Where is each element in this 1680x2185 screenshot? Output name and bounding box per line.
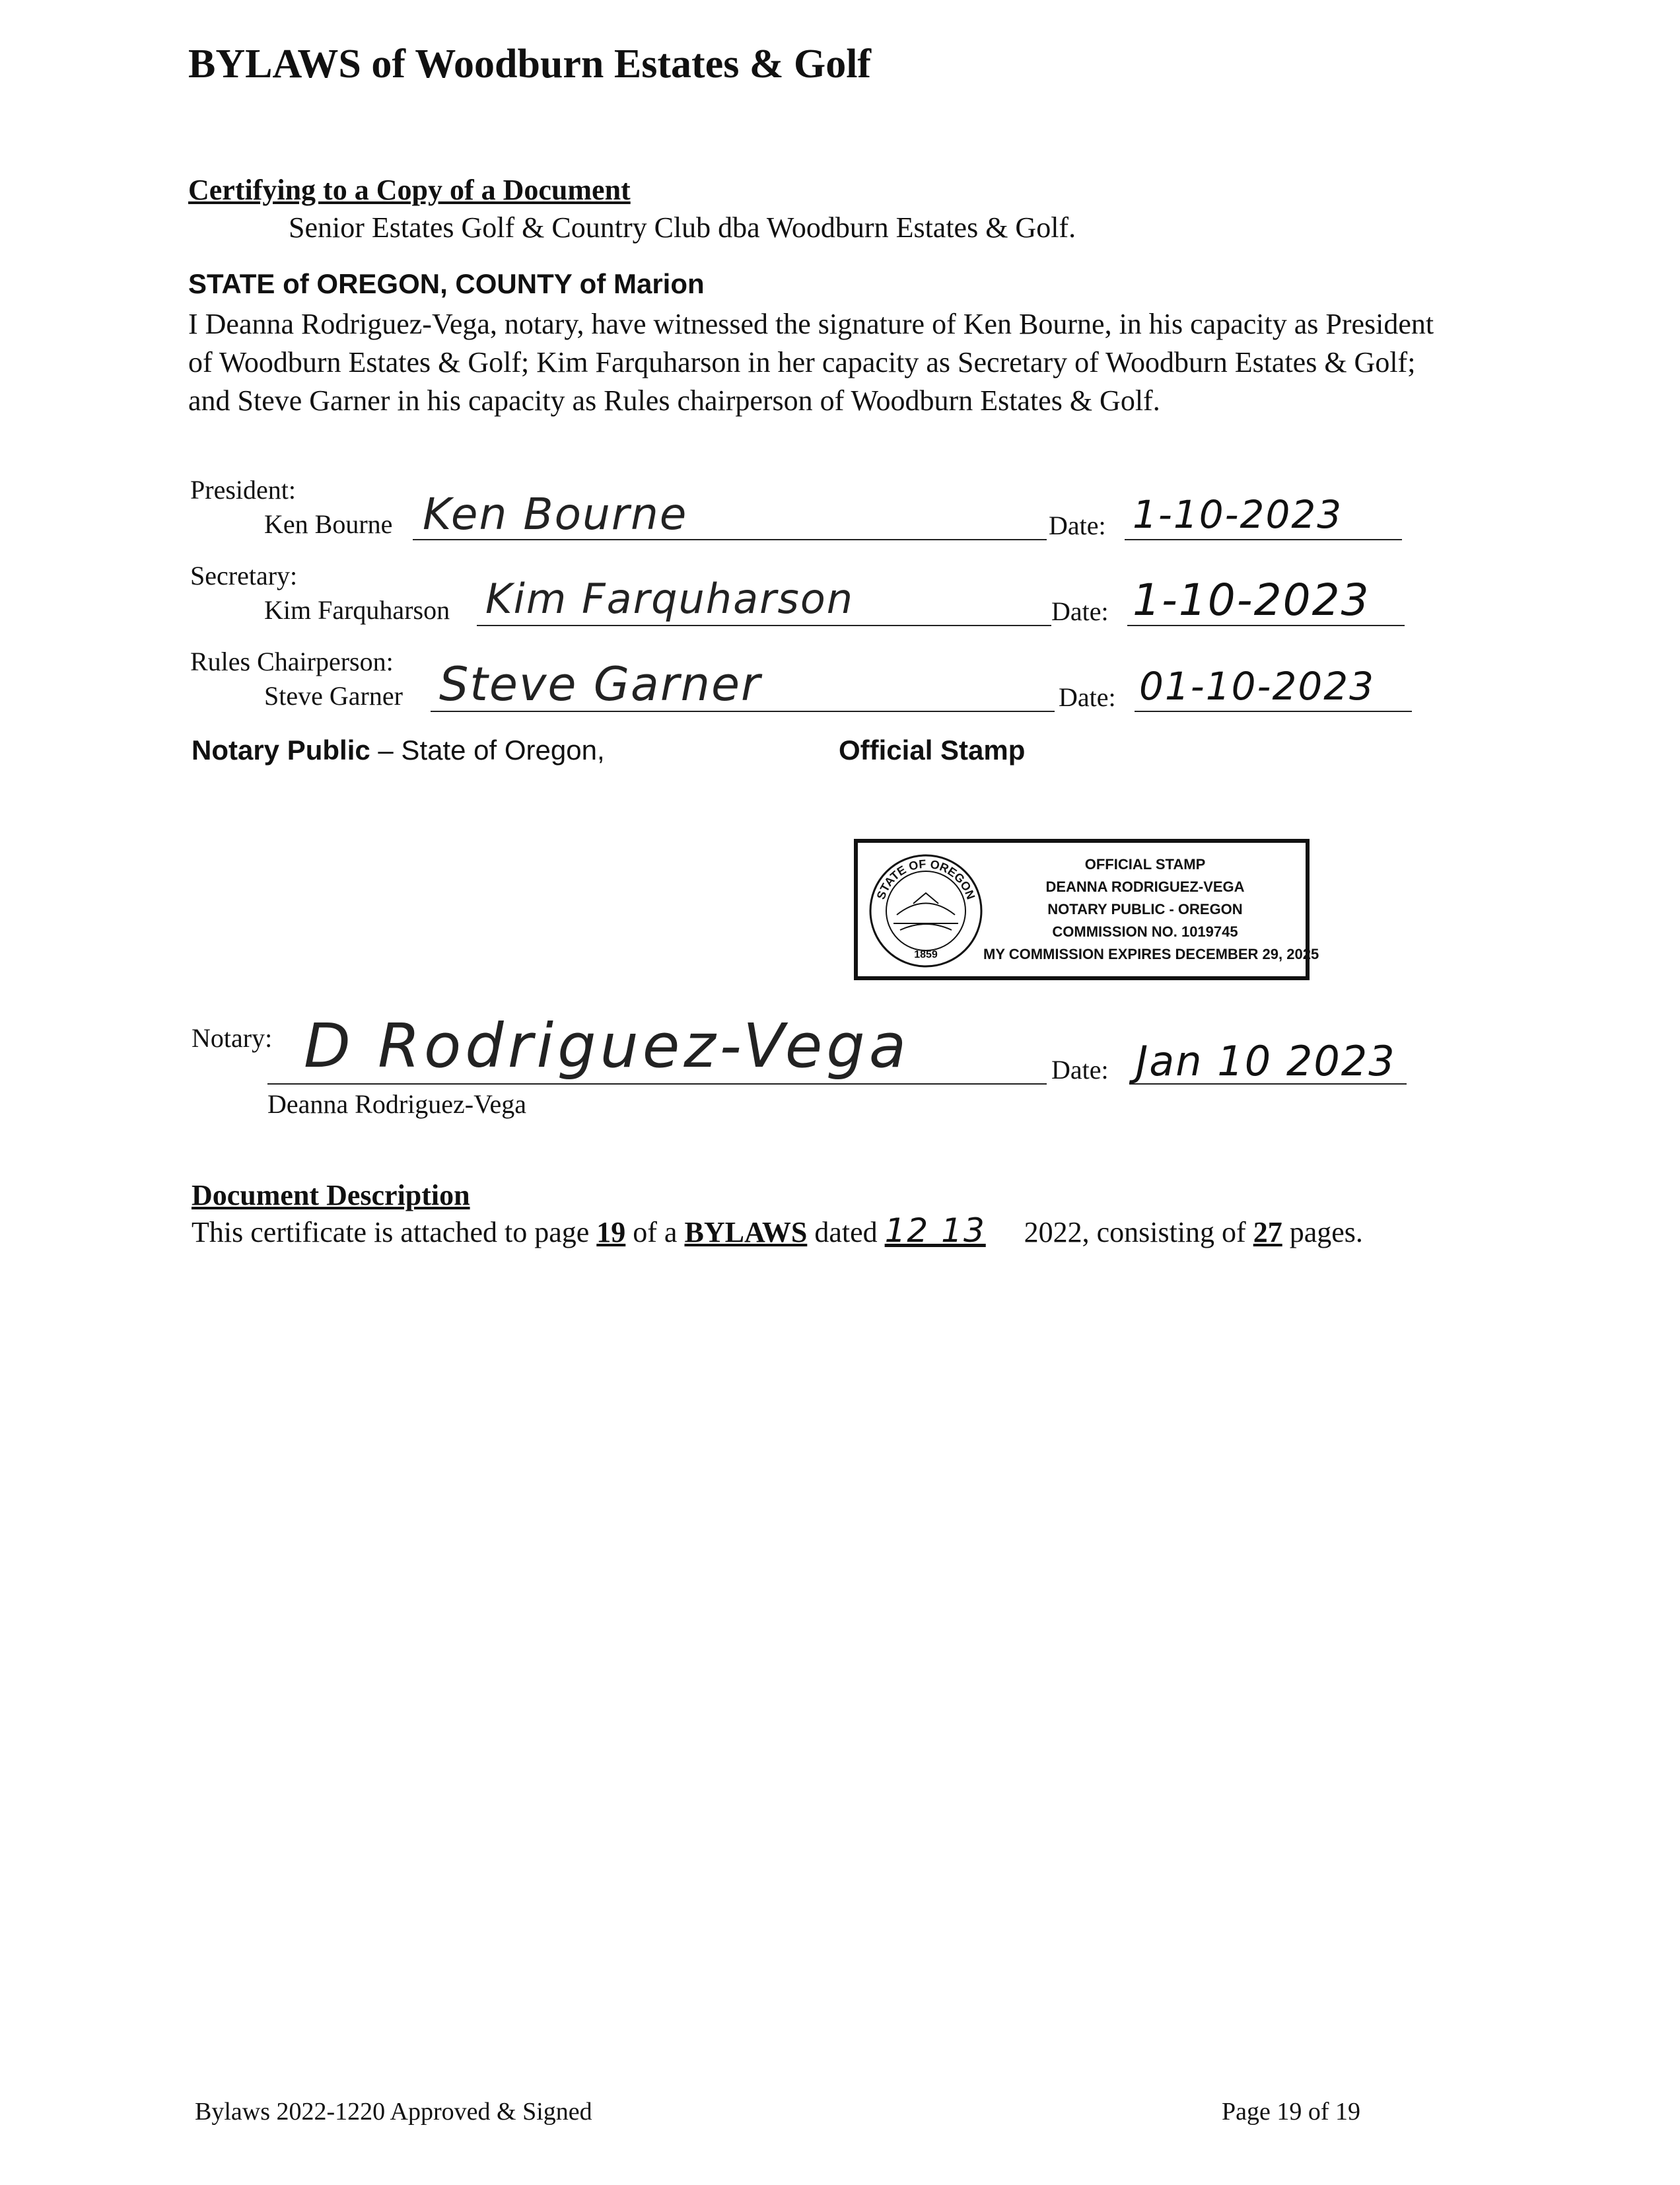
secretary-signature-line bbox=[477, 625, 1051, 626]
rules-signature: Steve Garner bbox=[439, 657, 761, 711]
stamp-line-1: OFFICIAL STAMP bbox=[1084, 856, 1206, 873]
description-page: 19 bbox=[596, 1216, 626, 1248]
secretary-signature: Kim Farquharson bbox=[485, 575, 855, 623]
stamp-line-4: COMMISSION NO. 1019745 bbox=[1052, 923, 1238, 940]
notary-date-label: Date: bbox=[1051, 1055, 1109, 1085]
notary-public-bold: Notary Public bbox=[192, 734, 370, 766]
secretary-date: 1-10-2023 bbox=[1133, 575, 1370, 626]
witness-statement: I Deanna Rodriguez-Vega, notary, have witnessed the signature of Ken Bourne, in his capacity as President of Woodburn Estates & Golf; Kim Farquharson in her capacity as Secretary of Woodburn Estates & Golf; and Steve Garner in his capacity as Rules chairperson of Woodburn Estates & Golf. bbox=[188, 308, 1434, 417]
description-total-pages: 27 bbox=[1253, 1216, 1282, 1248]
footer-left: Bylaws 2022-1220 Approved & Signed bbox=[195, 2098, 592, 2126]
notary-signature: D Rodriguez-Vega bbox=[304, 1011, 911, 1081]
entity-name: Senior Estates Golf & Country Club dba Woodburn Estates & Golf. bbox=[289, 211, 1076, 244]
president-date-line bbox=[1125, 539, 1402, 540]
president-role: President: bbox=[190, 475, 296, 505]
stamp-text-block bbox=[983, 853, 1319, 966]
president-name: Ken Bourne bbox=[264, 509, 393, 539]
seal-top-text: STATE OF OREGON bbox=[874, 857, 978, 902]
president-date-label: Date: bbox=[1049, 511, 1106, 540]
rules-name: Steve Garner bbox=[264, 681, 403, 711]
stamp-line-2: DEANNA RODRIGUEZ-VEGA bbox=[1045, 878, 1245, 895]
stamp-line-5: MY COMMISSION EXPIRES DECEMBER 29, 2025 bbox=[983, 946, 1319, 962]
rules-date-label: Date: bbox=[1059, 682, 1116, 712]
description-text bbox=[192, 1211, 1363, 1252]
description-mid1: of a bbox=[625, 1216, 685, 1248]
official-stamp-label: Official Stamp bbox=[839, 734, 1026, 766]
notary-signature-line bbox=[267, 1083, 1047, 1085]
seal-year: 1859 bbox=[914, 949, 938, 960]
notary-public-state: – State of Oregon, bbox=[370, 734, 605, 766]
notary-date: Jan 10 2023 bbox=[1136, 1037, 1396, 1085]
president-date: 1-10-2023 bbox=[1133, 492, 1343, 537]
venue-heading: STATE of OREGON, COUNTY of Marion bbox=[188, 268, 705, 299]
description-mid2: dated bbox=[807, 1216, 885, 1248]
certifying-heading: Certifying to a Copy of a Document bbox=[188, 174, 631, 206]
president-signature: Ken Bourne bbox=[423, 489, 688, 540]
stamp-line-3: NOTARY PUBLIC - OREGON bbox=[1047, 901, 1243, 917]
secretary-role: Secretary: bbox=[190, 561, 298, 591]
secretary-name: Kim Farquharson bbox=[264, 595, 450, 625]
description-dated-hand: 12 13 bbox=[884, 1211, 986, 1250]
footer-page-number: Page 19 of 19 bbox=[1222, 2098, 1361, 2126]
description-heading: Document Description bbox=[192, 1179, 470, 1211]
notary-name: Deanna Rodriguez-Vega bbox=[267, 1089, 527, 1119]
notary-public-label bbox=[192, 734, 605, 766]
rules-role: Rules Chairperson: bbox=[190, 647, 394, 676]
notary-stamp bbox=[854, 839, 1319, 980]
description-suffix: pages. bbox=[1282, 1216, 1363, 1248]
description-mid3: 2022, consisting of bbox=[1016, 1216, 1253, 1248]
page-title: BYLAWS of Woodburn Estates & Golf bbox=[188, 42, 872, 87]
rules-date: 01-10-2023 bbox=[1139, 664, 1376, 709]
description-prefix: This certificate is attached to page bbox=[192, 1216, 597, 1248]
notary-label: Notary: bbox=[192, 1023, 273, 1053]
secretary-date-label: Date: bbox=[1051, 596, 1109, 626]
rules-date-line bbox=[1135, 711, 1412, 712]
description-doc-type: BYLAWS bbox=[684, 1216, 808, 1248]
oregon-seal-icon bbox=[867, 852, 985, 970]
